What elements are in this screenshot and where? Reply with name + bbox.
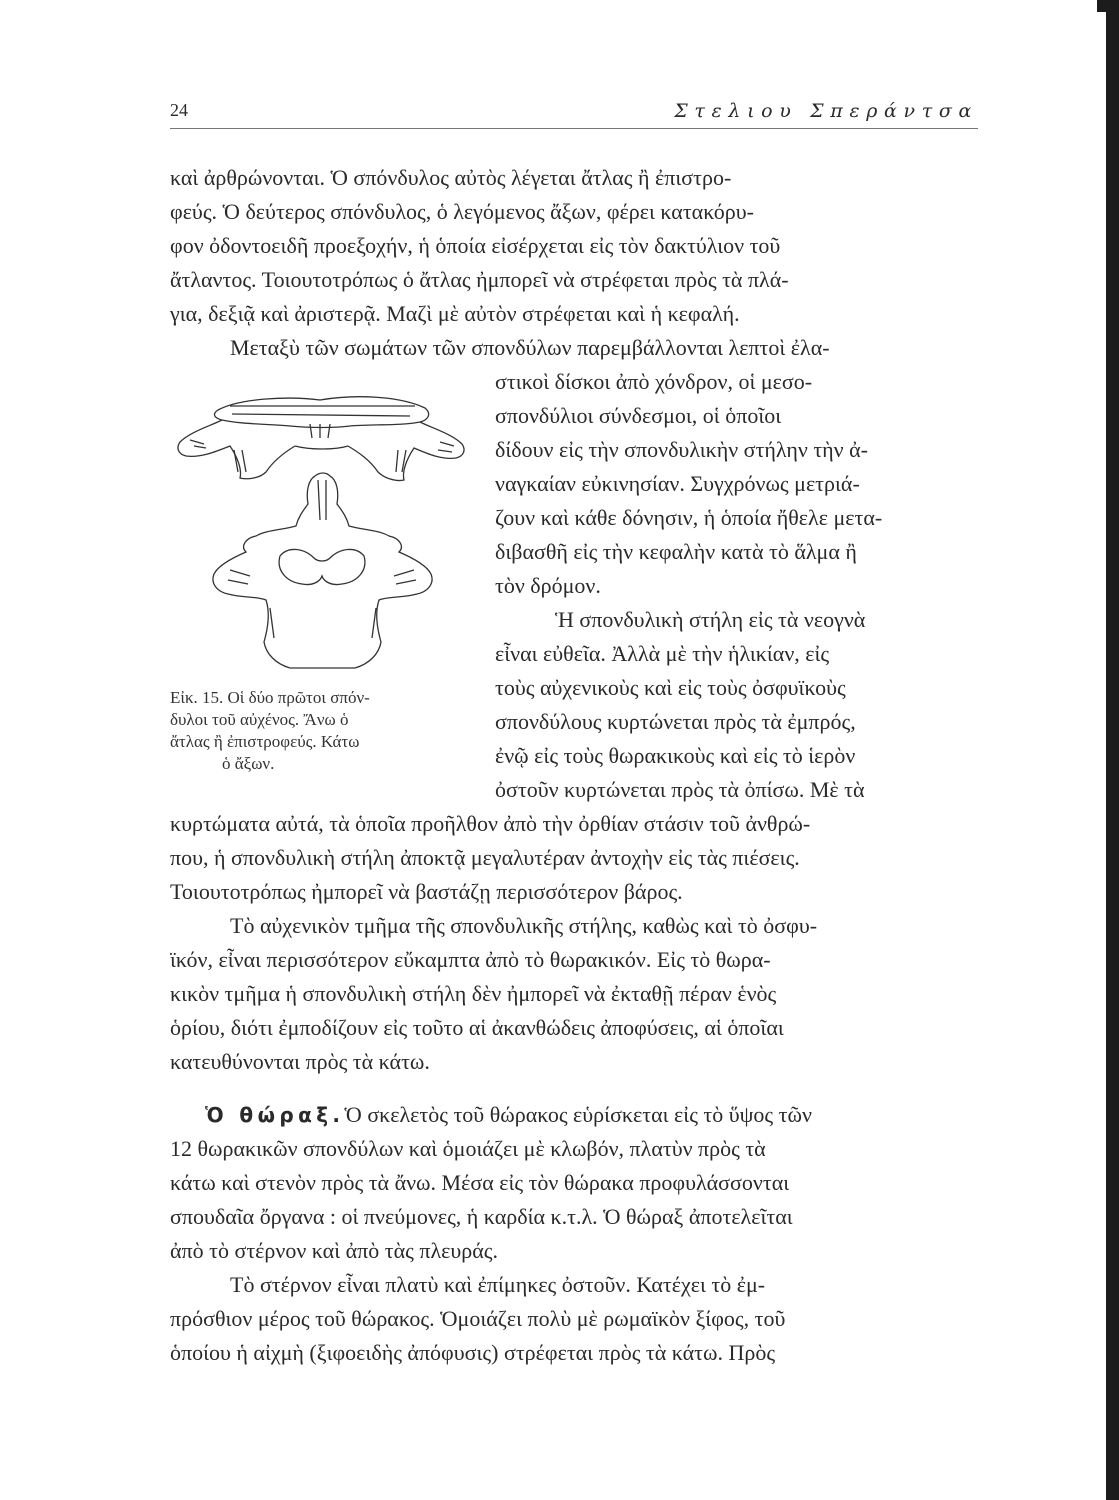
text-line: τὸν δρόμον.: [495, 573, 601, 598]
page-header: [170, 100, 978, 128]
text-line: κικὸν τμῆμα ἡ σπονδυλικὴ στήλη δὲν ἠμπορεῖ νὰ ἐκταθῇ πέραν ἑνὸς: [170, 981, 777, 1006]
text-line: σπονδύλιοι σύνδεσμοι, οἱ ὁποῖοι: [495, 403, 782, 428]
thorax-paragraph-line: [205, 1100, 978, 1130]
page-number: 24: [170, 100, 188, 120]
text-line: καὶ ἀρθρώνονται. Ὁ σπόνδυλος αὐτὸς λέγεται ἄτλας ἢ ἐπιστρο-: [170, 165, 732, 190]
text-line: κυρτώματα αὐτά, τὰ ὁποῖα προῆλθον ἀπὸ τὴν ὀρθίαν στάσιν τοῦ ἀνθρώ-: [170, 811, 811, 836]
text-line: 12 θωρακικῶν σπονδύλων καὶ ὁμοιάζει μὲ κλωβόν, πλατὺν πρὸς τὰ: [170, 1136, 766, 1161]
section-heading-thorax: Ὁ θώραξ.: [205, 1103, 345, 1127]
text-line: ναγκαίαν εὐκινησίαν. Συγχρόνως μετριά-: [495, 471, 860, 496]
text-line: τοὺς αὐχενικοὺς καὶ εἰς τοὺς ὀσφυϊκοὺς: [495, 675, 846, 700]
axis-vertebra-drawing: [213, 473, 432, 668]
text-line: σπουδαῖα ὄργανα : οἱ πνεύμονες, ἡ καρδία κ.τ.λ. Ὁ θώραξ ἀποτελεῖται: [170, 1204, 793, 1229]
scan-edge: [1106, 0, 1119, 1500]
text-line: Τὸ στέρνον εἶναι πλατὺ καὶ ἐπίμηκες ὀστοῦν. Κατέχει τὸ ἐμ-: [230, 1272, 766, 1297]
caption-line: ἄτλας ἢ ἐπιστροφεύς. Κάτω: [170, 732, 360, 751]
text-line: διβασθῆ εἰς τὴν κεφαλὴν κατὰ τὸ ἅλμα ἢ: [495, 539, 857, 564]
text-line: ὁποίου ἡ αἰχμὴ (ξιφοειδὴς ἀπόφυσις) στρέφεται πρὸς τὰ κάτω. Πρὸς: [170, 1340, 776, 1365]
text-line: που, ἡ σπονδυλικὴ στήλη ἀποκτᾷ μεγαλυτέραν ἀντοχὴν εἰς τὰς πιέσεις.: [170, 845, 800, 870]
text-line: φεύς. Ὁ δεύτερος σπόνδυλος, ὁ λεγόμενος ἄξων, φέρει κατακόρυ-: [170, 199, 754, 224]
text-line: ἀπὸ τὸ στέρνον καὶ ἀπὸ τὰς πλευράς.: [170, 1238, 498, 1263]
text-line: Ἡ σπονδυλικὴ στήλη εἰς τὰ νεογνὰ: [555, 607, 866, 632]
text-line: πρόσθιον μέρος τοῦ θώρακος. Ὁμοιάζει πολὺ μὲ ρωμαϊκὸν ξίφος, τοῦ: [170, 1306, 786, 1331]
text-line: για, δεξιᾷ καὶ ἀριστερᾷ. Μαζὶ μὲ αὐτὸν στρέφεται καὶ ἡ κεφαλή.: [170, 301, 740, 326]
vertebrae-illustration: [170, 380, 475, 680]
text-line: Μεταξὺ τῶν σωμάτων τῶν σπονδύλων παρεμβάλλονται λεπτοὶ ἐλα-: [230, 335, 830, 360]
text-line: σπονδύλους κυρτώνεται πρὸς τὰ ἐμπρός,: [495, 709, 856, 734]
text-line: κάτω καὶ στενὸν πρὸς τὰ ἄνω. Μέσα εἰς τὸν θώρακα προφυλάσσονται: [170, 1170, 790, 1195]
text-line: εἶναι εὐθεῖα. Ἀλλὰ μὲ τὴν ἡλικίαν, εἰς: [495, 641, 830, 666]
text-line: ζουν καὶ κάθε δόνησιν, ἡ ὁποία ἤθελε μετα-: [495, 505, 883, 530]
text-line: κατευθύνονται πρὸς τὰ κάτω.: [170, 1049, 430, 1074]
scan-corner: [1097, 0, 1119, 12]
caption-line: δυλοι τοῦ αὐχένος. Ἄνω ὁ: [170, 710, 349, 729]
text-line: φον ὀδοντοειδῆ προεξοχήν, ἡ ὁποία εἰσέρχεται εἰς τὸν δακτύλιον τοῦ: [170, 233, 781, 258]
figure-vertebrae: [170, 380, 475, 680]
text-line: ὁρίου, διότι ἐμποδίζουν εἰς τοῦτο αἱ ἀκανθώδεις ἀποφύσεις, αἱ ὁποῖαι: [170, 1015, 784, 1040]
thorax-first-line: Ὁ σκελετὸς τοῦ θώρακος εὑρίσκεται εἰς τὸ ὕψος τῶν: [344, 1102, 812, 1127]
caption-line: ὁ ἄξων.: [222, 754, 275, 773]
text-line: Τὸ αὐχενικὸν τμῆμα τῆς σπονδυλικῆς στήλης, καθὼς καὶ τὸ ὀσφυ-: [230, 913, 818, 938]
figure-caption: [170, 687, 480, 775]
text-line: ὀστοῦν κυρτώνεται πρὸς τὰ ὀπίσω. Μὲ τὰ: [495, 777, 865, 802]
header-rule: [170, 128, 978, 129]
running-head: Στελιου Σπεράντσα: [674, 100, 978, 122]
atlas-vertebra-drawing: [178, 397, 464, 481]
text-line: ἄτλαντος. Τοιουτοτρόπως ὁ ἄτλας ἠμπορεῖ νὰ στρέφεται πρὸς τὰ πλά-: [170, 267, 789, 292]
text-line: δίδουν εἰς τὴν σπονδυλικὴν στήλην τὴν ἀ-: [495, 437, 868, 462]
text-line: ϊκόν, εἶναι περισσότερον εὔκαμπτα ἀπὸ τὸ θωρακικόν. Εἰς τὸ θωρα-: [170, 947, 771, 972]
caption-line: Εἰκ. 15. Οἱ δύο πρῶτοι σπόν-: [170, 688, 370, 707]
text-line: ἐνῷ εἰς τοὺς θωρακικοὺς καὶ εἰς τὸ ἱερὸν: [495, 743, 856, 768]
text-line: στικοὶ δίσκοι ἀπὸ χόνδρον, οἱ μεσο-: [495, 369, 813, 394]
text-line: Τοιουτοτρόπως ἠμπορεῖ νὰ βαστάζῃ περισσότερον βάρος.: [170, 879, 683, 904]
